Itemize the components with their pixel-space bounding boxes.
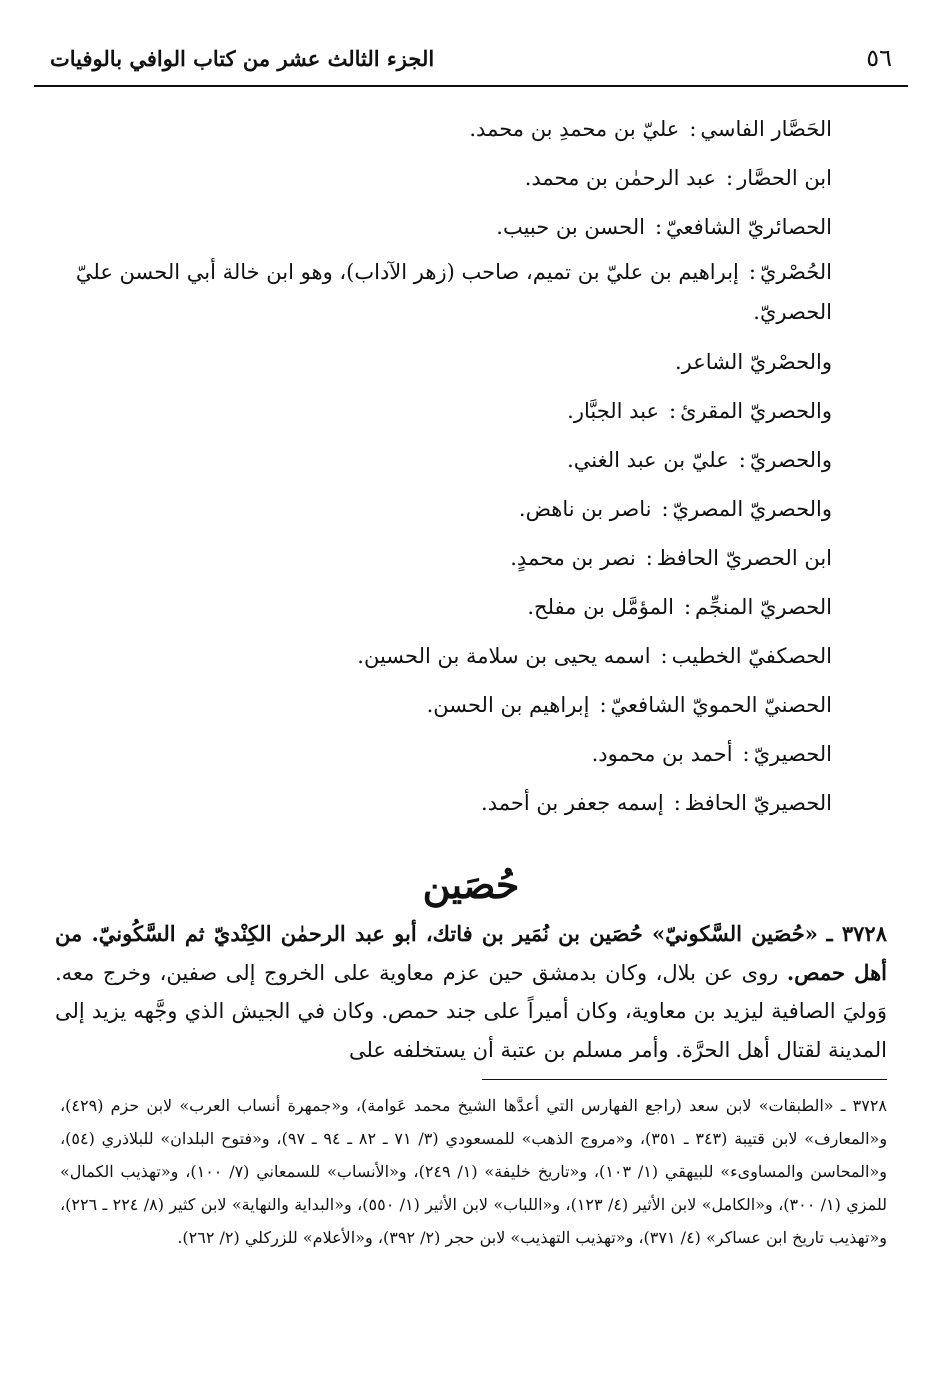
footnote-number: ٣٧٢٨ ـ [840, 1096, 887, 1115]
entry-ref: أحمد بن محمود. [591, 742, 733, 766]
running-title: الجزء الثالث عشر من كتاب الوافي بالوفيات [50, 46, 435, 71]
entry-name: والحصْريّ الشاعر. [675, 350, 832, 374]
entry-name: الحصريّ المنجِّم [695, 595, 832, 619]
list-item [60, 338, 832, 387]
list-item: ابن الحصَّار:عبد الرحمٰن بن محمد. [524, 166, 832, 190]
page-number: ٥٦ [866, 44, 892, 72]
entry-ref: نصر بن محمدٍ. [510, 546, 636, 570]
biography-intro: «حُصَين السَّكونيّ» حُصَين بن نُمَير بن فاتك، أبو عبد الرحمٰن الكِنْديّ ثم السَّكُونيّ. من أهل حمص. [55, 921, 887, 985]
header-rule [34, 85, 908, 87]
list-item: والحصريّ:عليّ بن عبد الغني. [567, 448, 832, 472]
list-item: الحصريّ المنجِّم:المؤمَّل بن مفلح. [527, 595, 832, 619]
entry-name: الحصكفيّ الخطيب [671, 644, 832, 668]
list-item: الحُصْريّ:إبراهيم بن عليّ بن تميم، صاحب (زهر الآداب)، وهو ابن خالة أبي الحسن عليّ الحصريّ. [75, 260, 832, 324]
entry-name: ابن الحصَّار [737, 166, 832, 190]
entry-name: والحصريّ [749, 448, 832, 472]
footnote-text: «الطبقات» لابن سعد (راجع الفهارس التي أعدَّها الشيخ محمد عَوامة)، و«جمهرة أنساب العرب» لابن حزم (٤٢٩)، و«المعارف» لابن قتيبة (٣٤٣ ـ ٣٥١)، و«مروج الذهب» للمسعودي (٣/ ٧١ ـ ٨٢ ـ ٩٤ ـ ٩٧)، و«فتوح البلدان» للبلاذري (٥٤)، و«المحاسن والمساوىء» للبيهقي (١/ ١٠٣)، و«تاريخ خليفة» (١/ ٢٤٩)، و«الأنساب» للسمعاني (٧/ ١٠٠)، و«تهذيب الكمال» للمزي (١/ ٣٠٠)، و«الكامل» لابن الأثير (٤/ ١٢٣)، و«اللباب» لابن الأثير (١/ ٥٥٠)، و«البداية والنهاية» لابن كثير (٨/ ٢٢٤ ـ ٢٢٦)، و«تهذيب تاريخ ابن عساكر» (٤/ ٣٧١)، و«تهذيب التهذيب» لابن حجر (٢/ ٣٩٢)، و«الأعلام» للزركلي (٢/ ٢٦٢). [60, 1096, 888, 1247]
entry-ref: عبد الجبَّار. [567, 399, 660, 423]
entry-ref: إسمه جعفر بن أحمد. [481, 791, 664, 815]
entry-name: الحُصْريّ [759, 260, 832, 284]
footnote [60, 1089, 887, 1254]
entry-name: الحصنيّ الحمويّ الشافعيّ [610, 693, 832, 717]
entry-ref: اسمه يحيى بن سلامة بن الحسين. [357, 644, 651, 668]
entry-name: والحصريّ المصريّ [672, 497, 832, 521]
entry-ref: عليّ بن عبد الغني. [567, 448, 729, 472]
list-item: والحصريّ المصريّ:ناصر بن ناهض. [518, 497, 832, 521]
entry-name: والحصريّ المقرئ [680, 399, 832, 423]
list-item: ابن الحصريّ الحافظ:نصر بن محمدٍ. [510, 546, 832, 570]
entry-name: ابن الحصريّ الحافظ [656, 546, 832, 570]
entry-name: الحصيريّ الحافظ [684, 791, 832, 815]
entry-list [60, 105, 832, 828]
entry-ref: عبد الرحمٰن بن محمد. [524, 166, 717, 190]
entry-ref: ناصر بن ناهض. [518, 497, 652, 521]
list-item: والحصريّ المقرئ:عبد الجبَّار. [567, 399, 832, 423]
entry-ref: المؤمَّل بن مفلح. [527, 595, 674, 619]
list-item: الحصكفيّ الخطيب:اسمه يحيى بن سلامة بن الحسين. [357, 644, 832, 668]
list-item: الحصنيّ الحمويّ الشافعيّ:إبراهيم بن الحسن. [426, 693, 832, 717]
entry-ref: عليّ بن محمدِ بن محمد. [469, 117, 680, 141]
entry-ref: الحسن بن حبيب. [496, 215, 645, 239]
biography-paragraph [55, 915, 887, 1069]
entry-ref: إبراهيم بن الحسن. [426, 693, 590, 717]
footnote-rule [482, 1079, 887, 1080]
list-item: الحَصَّار الفاسي:عليّ بن محمدِ بن محمد. [469, 117, 832, 141]
biography-text: روى عن بلال، وكان بدمشق حين عزم معاوية على الخروج إلى صفين، وخرج معه. وَوليَ الصافية ليزيد بن معاوية، وكان أميراً على جند حمص. وكان في الجيش الذي وجَّهه يزيد إلى المدينة لقتال أهل الحرَّة. وأمر مسلم بن عتبة أن يستخلفه على [55, 960, 887, 1062]
list-item: الحصيريّ الحافظ:إسمه جعفر بن أحمد. [481, 791, 832, 815]
section-heading: حُصَين [422, 862, 520, 907]
list-item: الحصائريّ الشافعيّ:الحسن بن حبيب. [496, 215, 832, 239]
entry-name: الحصيريّ [753, 742, 832, 766]
entry-name: الحَصَّار الفاسي [700, 117, 832, 141]
list-item: الحصيريّ:أحمد بن محمود. [591, 742, 832, 766]
biography-number: ٣٧٢٨ ـ [826, 921, 887, 946]
page-header [50, 40, 892, 80]
entry-ref: إبراهيم بن عليّ بن تميم، صاحب (زهر الآداب)، وهو ابن خالة أبي الحسن عليّ الحصريّ. [75, 260, 832, 324]
entry-name: الحصائريّ الشافعيّ [666, 215, 832, 239]
